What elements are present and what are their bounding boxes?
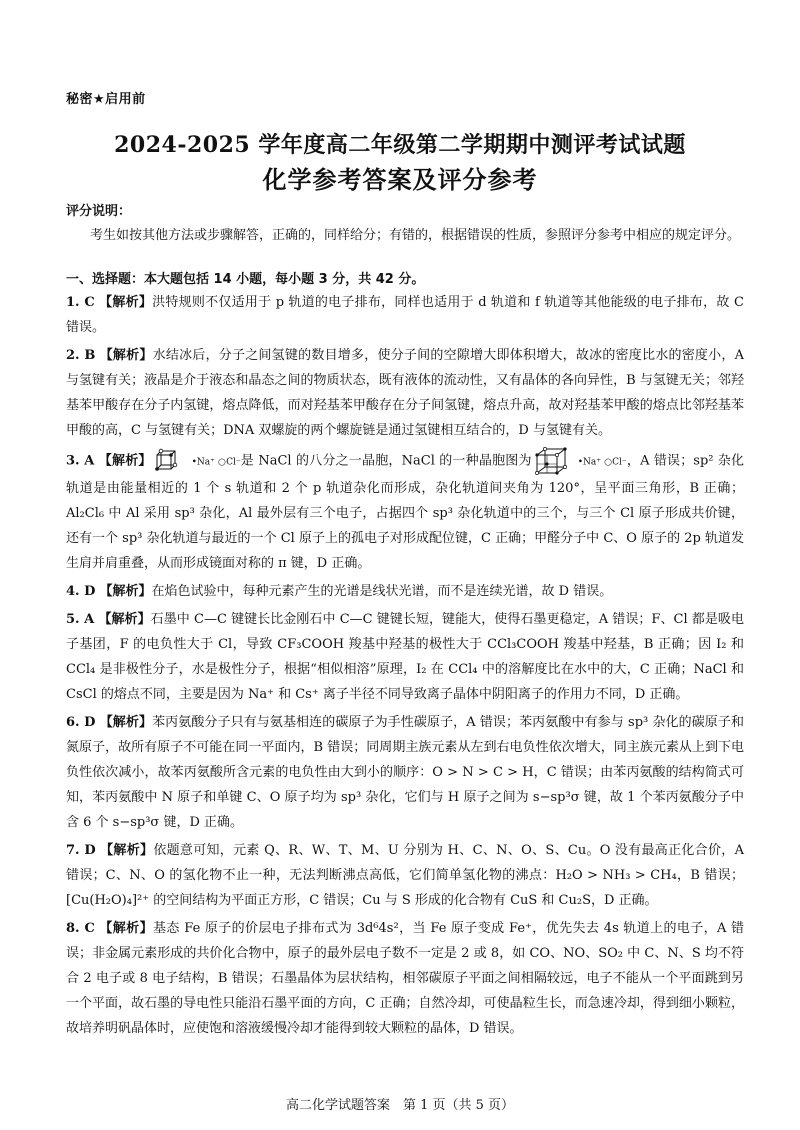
- answer-number: 8. C: [66, 921, 95, 936]
- answer-item-6: [66, 710, 744, 835]
- answer-number: 1. C: [66, 295, 95, 310]
- analysis-tag: 【解析】: [99, 295, 153, 310]
- analysis-tag: 【解析】: [99, 584, 152, 599]
- nacl-unit-cell-icon: [534, 446, 576, 476]
- answer-text: 苯丙氨酸分子只有与氨基相连的碳原子为手性碳原子，A 错误；苯丙氨酸中有参与 sp³ 杂化的碳原子和氮原子，故所有原子不可能在同一平面内，B 错误；同周期主族元素从左到右电负性依次增大，同主族元素从上到下电负性依次减小，故苯丙氨酸所含元素的电负性由大到小的顺序：O > N > C > H，C 错误；由苯丙氨酸的结构简式可知，苯丙氨酸中 N 原子和单键 C、O 原子均为 sp³ 杂化，它们与 H 原子之间为 s−sp³σ 键，故 1 个苯丙氨酸分子中含 6 个 s−sp³σ 键，D 正确。: [66, 715, 744, 830]
- answer-text: 是 NaCl 的八分之一晶胞，NaCl 的一种晶胞图为: [240, 453, 532, 469]
- answer-text: 依题意可知，元素 Q、R、W、T、M、U 分别为 H、C、N、O、S、Cu。O 没有最高正化合价，A 错误；C、N、O 的氢化物不止一种，无法判断沸点高低，它们简单氢化物的沸点：H₂O > NH₃ > CH₄，B 错误；[Cu(H₂O)₄]²⁺ 的空间结构为平面正方形，C 错误；Cu 与 S 形成的化合物有 CuS 和 Cu₂S，D 正确。: [66, 843, 744, 908]
- answer-text: 在焰色试验中，每种元素产生的光谱是线状光谱，而不是连续光谱，故 D 错误。: [151, 584, 613, 599]
- analysis-tag: 【解析】: [99, 348, 153, 363]
- nacl-eighth-cell-figure: [154, 448, 190, 474]
- document-subtitle: 化学参考答案及评分参考: [262, 165, 538, 194]
- answer-item-7: [66, 838, 744, 913]
- analysis-tag: 【解析】: [100, 843, 154, 858]
- answer-text: ，A 错误；sp² 杂化轨道是由能量相近的 1 个 s 轨道和 2 个 p 轨道杂化而形成，杂化轨道间夹角为 120°，呈平面三角形，B 正确；Al₂Cl₆ 中 Al 采用 sp³ 杂化，Al 最外层有三个电子，占据四个 sp³ 杂化轨道中的三个，与三个 Cl 原子形成共价键，还有一个 sp³ 杂化轨道与最近的一个 Cl 原子上的孤电子对形成配位键，C 正确；甲醛分子中 C、O 原子的 2p 轨道发生肩并肩重叠，从而形成镜面对称的 π 键，D 正确。: [66, 453, 745, 571]
- exam-title: 2024-2025 学年度高二年级第二学期期中测评考试试题: [114, 132, 686, 158]
- confidential-mark: 秘密★启用前: [66, 92, 146, 107]
- answer-text: 基态 Fe 原子的价层电子排布式为 3d⁶4s²，当 Fe 原子变成 Fe⁺，优先失去 4s 轨道上的电子，A 错误；非金属元素形成的共价化合物中，原子的最外层电子数不一定是 2 或 8，如 CO、NO、SO₂ 中 C、N、S 均不符合 2 电子或 8 电子结构，B 错误；石墨晶体为层状结构，相邻碳原子平面之间相隔较远，电子不能从一个平面跳到另一个平面，故石墨的导电性只能沿石墨平面的方向，C 正确；自然冷却，可使晶粒生长，而急速冷却，得到细小颗粒，故培养明矾晶体时，应使饱和溶液缓慢冷却才能得到较大颗粒的晶体，D 错误。: [66, 921, 744, 1036]
- answer-text: 石墨中 C—C 键键长比金刚石中 C—C 键键长短，键能大，使得石墨更稳定，A 错误；F、Cl 都是吸电子基团，F 的电负性大于 Cl，导致 CF₃COOH 羧基中羟基的极性大于 CCl₃COOH 羧基中羟基，B 正确；因 I₂ 和 CCl₄ 是非极性分子，水是极性分子，根据“相似相溶”原理，I₂ 在 CCl₄ 中的溶解度比在水中的大，C 正确；NaCl 和 CsCl 的熔点不同，主要是因为 Na⁺ 和 Cs⁺ 离子半径不同导致离子晶体中阴阳离子的作用力不同，D 正确。: [66, 612, 744, 702]
- answer-item-2: [66, 343, 744, 443]
- answer-item-1: [66, 290, 744, 340]
- answer-item-5: [66, 607, 744, 707]
- analysis-tag: 【解析】: [98, 612, 151, 627]
- answer-text: 洪特规则不仅适用于 p 轨道的电子排布，同样也适用于 d 轨道和 f 轨道等其他能级的电子排布，故 C 错误。: [66, 295, 744, 335]
- analysis-tag: 【解析】: [99, 715, 153, 730]
- answer-text: 水结冰后，分子之间氢键的数目增多，使分子间的空隙增大即体积增大，故冰的密度比水的密度小，A 与氢键有关；液晶是介于液态和晶态之间的物质状态，既有液体的流动性，又有晶体的各向异性，B 与氢键无关；邻羟基苯甲酸存在分子内氢键，熔点降低，而对羟基苯甲酸存在分子间氢键，熔点升高，故对羟基苯甲酸的熔点比邻羟基苯甲酸的高，C 与氢键有关；DNA 双螺旋的两个螺旋链是通过氢键相互结合的，D 与氢键有关。: [66, 348, 744, 438]
- figure-legend: •Na⁺ ○Cl⁻: [577, 457, 627, 468]
- answer-number: 3. A: [66, 453, 95, 469]
- grading-note-label: 评分说明：: [66, 204, 132, 219]
- figure-legend: •Na⁺ ○Cl⁻: [191, 457, 241, 468]
- answer-item-8: [66, 916, 744, 1041]
- grading-note-text: 考生如按其他方法或步骤解答，正确的，同样给分；有错的，根据错误的性质，参照评分参考中相应的规定评分。: [90, 228, 741, 243]
- answer-number: 5. A: [66, 612, 95, 627]
- answer-list: [66, 290, 744, 1044]
- answer-number: 7. D: [66, 843, 96, 858]
- answer-item-3: [66, 446, 744, 576]
- answer-number: 4. D: [66, 584, 96, 599]
- page-footer: 高二化学试题答案 第 1 页（共 5 页）: [285, 1098, 515, 1113]
- answer-item-4: [66, 579, 744, 604]
- answer-number: 2. B: [66, 348, 96, 363]
- section-title: 一、选择题：本大题包括 14 小题，每小题 3 分，共 42 分。: [66, 272, 425, 287]
- answer-number: 6. D: [66, 715, 96, 730]
- nacl-eighth-cell-icon: [154, 448, 190, 474]
- nacl-unit-cell-figure: [534, 446, 576, 476]
- analysis-tag: 【解析】: [98, 453, 152, 469]
- analysis-tag: 【解析】: [99, 921, 153, 936]
